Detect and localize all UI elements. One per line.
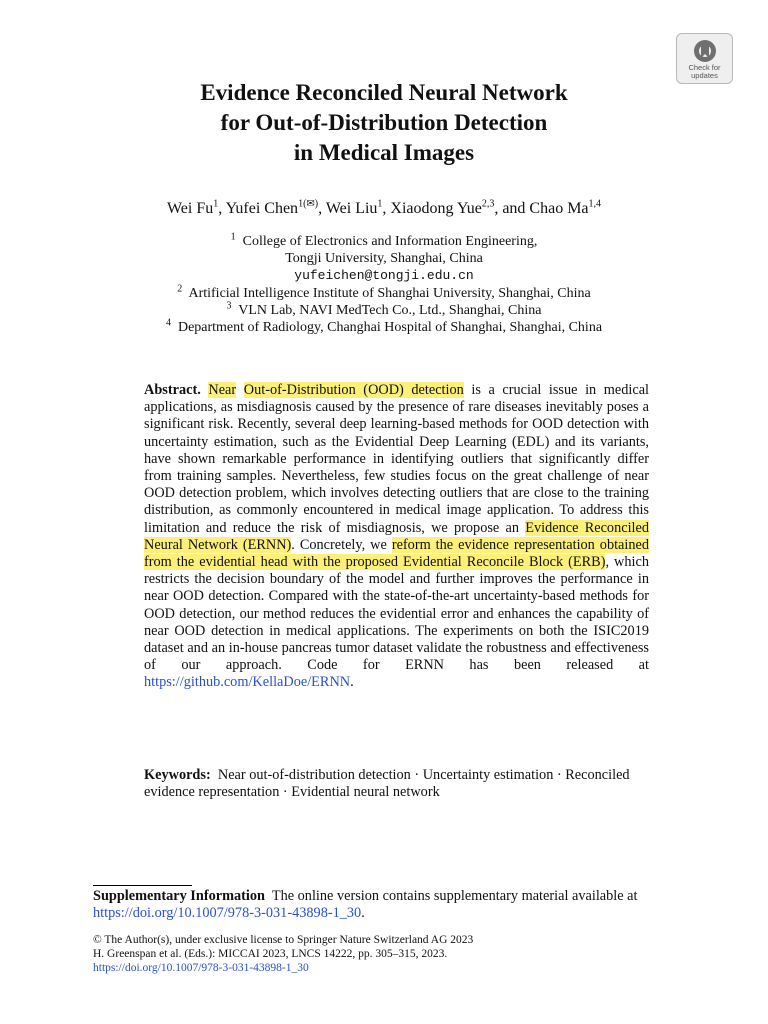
abstract [144,382,649,692]
author-name: Wei Liu [325,200,378,217]
check-for-updates-badge[interactable] [676,33,733,84]
author-separator: , and [494,200,530,217]
title-line-2: for Out-of-Distribution Detection [220,110,548,135]
highlight: reform the evidence representation obtained from the evidential head with the proposed Evidential Reconcile Block (ERB) [144,536,650,571]
title-line-1: Evidence Reconciled Neural Network [200,80,568,105]
author-affiliation-mark: 1 [377,198,383,210]
author-name: Yufei Chen [225,200,299,217]
author-affiliation-mark: 1(✉) [298,198,319,210]
badge-label-2: updates [691,71,718,80]
author-name: Chao Ma [529,200,589,217]
abstract-label: Abstract. [144,382,201,398]
author-name: Wei Fu [166,200,214,217]
author-affiliation-mark: 2,3 [481,198,495,210]
abstract-text: . Concretely, we [291,536,387,553]
keywords-label: Keywords: [144,767,211,783]
affiliation-2 [0,285,768,302]
footnote-rule [93,885,192,886]
crossmark-icon [692,38,718,64]
affiliation-number: 2 [177,283,183,295]
author-separator: , [382,200,391,217]
author-affiliation-mark: 1,4 [588,198,602,210]
supplementary-link[interactable]: https://doi.org/10.1007/978-3-031-43898-1_30 [93,905,362,921]
author-name: Xiaodong Yue [390,200,482,217]
affiliation-number: 3 [226,300,232,312]
doi-link[interactable]: https://doi.org/10.1007/978-3-031-43898-1_30 [93,962,309,974]
copyright-line: © The Author(s), under exclusive license to Springer Nature Switzerland AG 2023 [93,934,474,946]
affiliation-text: Artificial Intelligence Institute of Shanghai University, Shanghai, China [188,286,591,301]
affiliation-number: 4 [165,317,171,329]
title-line-3: in Medical Images [293,140,475,165]
citation-line: H. Greenspan et al. (Eds.): MICCAI 2023, LNCS 14222, pp. 305–315, 2023. [93,948,448,960]
affiliation-3 [0,302,768,319]
author-list [0,199,768,219]
affiliation-text: College of Electronics and Information Engineering, [242,234,538,249]
affiliation-text: Department of Radiology, Changhai Hospital of Shanghai, Shanghai, China [177,320,603,335]
supplementary-end: . [361,905,365,921]
copyright-block [93,933,693,975]
badge-label-1: Check for [688,63,721,72]
affiliation-number: 1 [230,231,236,243]
keywords [144,767,649,801]
contact-email[interactable]: yufeichen@tongji.edu.cn [294,268,474,283]
code-link[interactable]: https://github.com/KellaDoe/ERNN [144,674,351,691]
affiliation-1 [0,233,768,250]
abstract-text: , which restricts the decision boundary of the model and further improves the performance in near OOD detection. Compared with the state-of-the-art uncertainty-based methods for OOD detection, our method reduces the evidential error and enhances the capability of near OOD detection in medical applications. The experiments on both the ISIC2019 dataset and an in-house pancreas tumor dataset validate the robustness and effectiveness of our approach. Code for ERNN has been released at [144,554,649,674]
paper-title [0,78,768,168]
supplementary-text: The online version contains supplementary material available at [271,888,638,904]
author-separator: , [318,200,326,217]
affiliation-1-line-2: Tongji University, Shanghai, China [285,251,483,266]
affiliation-4 [0,319,768,336]
supplementary-label: Supplementary Information [93,888,265,904]
supplementary-information [93,888,703,922]
highlight: Evidence Reconciled Neural Network (ERNN) [144,519,650,553]
abstract-end: . [350,674,354,691]
highlight: Near [208,382,237,398]
author-affiliation-mark: 1 [213,198,219,210]
highlight: Out-of-Distribution (OOD) detection [243,382,464,398]
affiliation-text: VLN Lab, NAVI MedTech Co., Ltd., Shanghai, China [238,303,542,318]
keywords-text: Near out-of-distribution detection · Uncertainty estimation · Reconciled evidence representation · Evidential neural network [144,767,630,801]
author-separator: , [218,200,226,217]
abstract-text: is a crucial issue in medical applications, as misdiagnosis caused by the presence of rare diseases inevitably poses a significant risk. Recently, several deep learning-based methods for OOD detection with uncertainty estimation, such as the Evidential Deep Learning (EDL) and its variants, have shown remarkable performance in identifying outliers that significantly differ from training samples. Nevertheless, few studies focus on the great challenge of near OOD detection problem, which involves detecting outliers that are close to the training distribution, as commonly encountered in medical image application. To address this limitation and reduce the risk of misdiagnosis, we propose an [144,382,650,536]
